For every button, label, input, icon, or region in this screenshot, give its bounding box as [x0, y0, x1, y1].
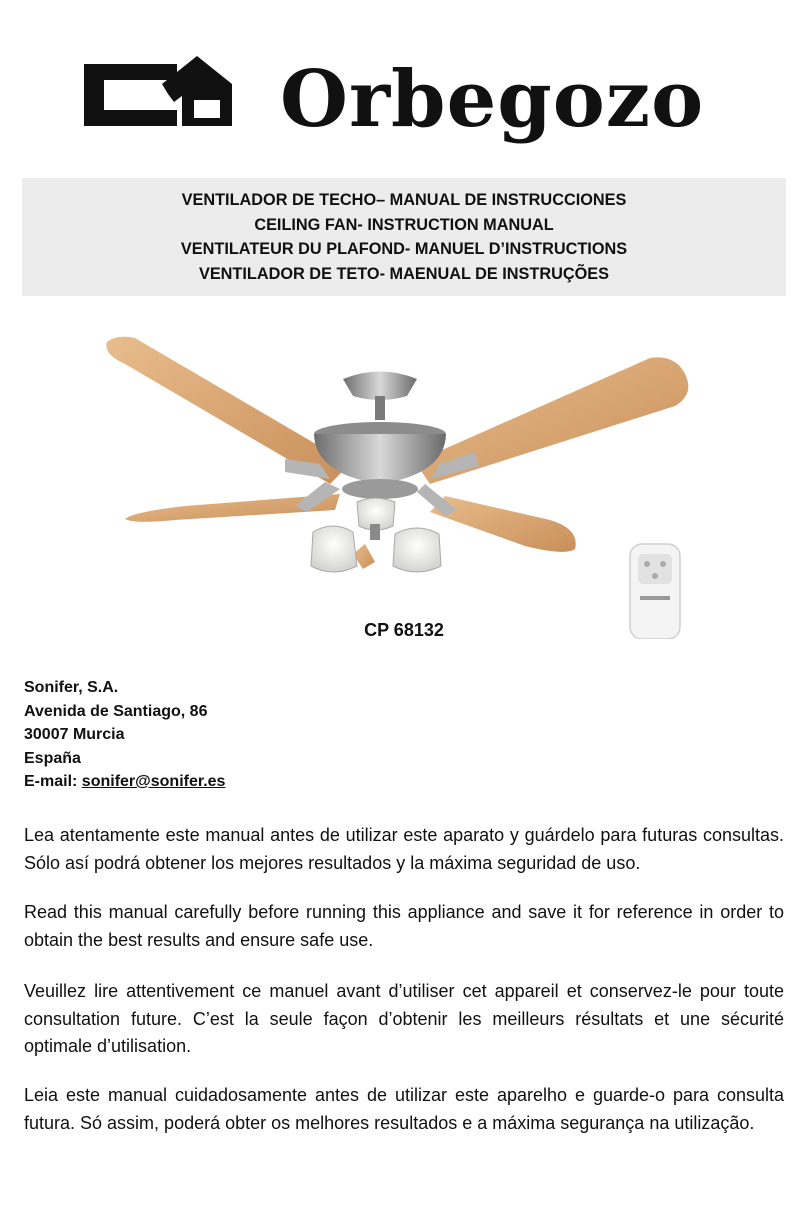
title-line-es: VENTILADOR DE TECHO– MANUAL DE INSTRUCCIONES — [181, 191, 627, 209]
notice-paragraph-en: Read this manual carefully before running this appliance and save it for reference in order to obtain the best results and ensure safe use. — [24, 902, 784, 950]
company-email-row — [24, 770, 225, 794]
product-image — [95, 334, 715, 639]
title-line-fr: VENTILATEUR DU PLAFOND- MANUEL D’INSTRUCTIONS — [180, 240, 628, 258]
ceiling-fan-with-remote-icon — [95, 334, 715, 639]
email-link[interactable]: sonifer@sonifer.es — [81, 773, 226, 790]
company-street: Avenida de Santiago, 86 — [24, 702, 208, 720]
email-label: E-mail: — [24, 773, 78, 790]
title-line-pt: VENTILADOR DE TETO- MAENUAL DE INSTRUÇÕES — [198, 264, 610, 283]
brand-logo — [82, 44, 724, 144]
company-address — [24, 676, 225, 794]
company-country: España — [24, 749, 81, 767]
orbegozo-logo-icon — [82, 44, 724, 144]
model-number: CP 68132 — [364, 620, 444, 640]
brand-logo-text: Orbegozo — [280, 54, 705, 144]
company-name: Sonifer, S.A. — [24, 679, 119, 696]
notice-paragraph-fr: Veuillez lire attentivement ce manuel avant d’utiliser cet appareil et conservez-le pour toute consultation future. C’est la seule façon d’obtenir les meilleurs résultats et une sécurité optimale d’utilisation. — [24, 981, 784, 1056]
company-city: 30007 Murcia — [24, 726, 125, 743]
notice-paragraph-pt: Leia este manual cuidadosamente antes de utilizar este aparelho e guarde-o para consulta futura. Só assim, poderá obter os melhores resultados e a máxima segurança na utilização. — [24, 1085, 784, 1133]
title-block — [22, 178, 786, 296]
notice-paragraph-es: Lea atentamente este manual antes de utilizar este aparato y guárdelo para futuras consultas. Sólo así podrá obtener los mejores resultados y la máxima seguridad de uso. — [24, 825, 784, 873]
house-mark-icon — [84, 56, 232, 126]
title-line-en: CEILING FAN- INSTRUCTION MANUAL — [254, 215, 554, 234]
